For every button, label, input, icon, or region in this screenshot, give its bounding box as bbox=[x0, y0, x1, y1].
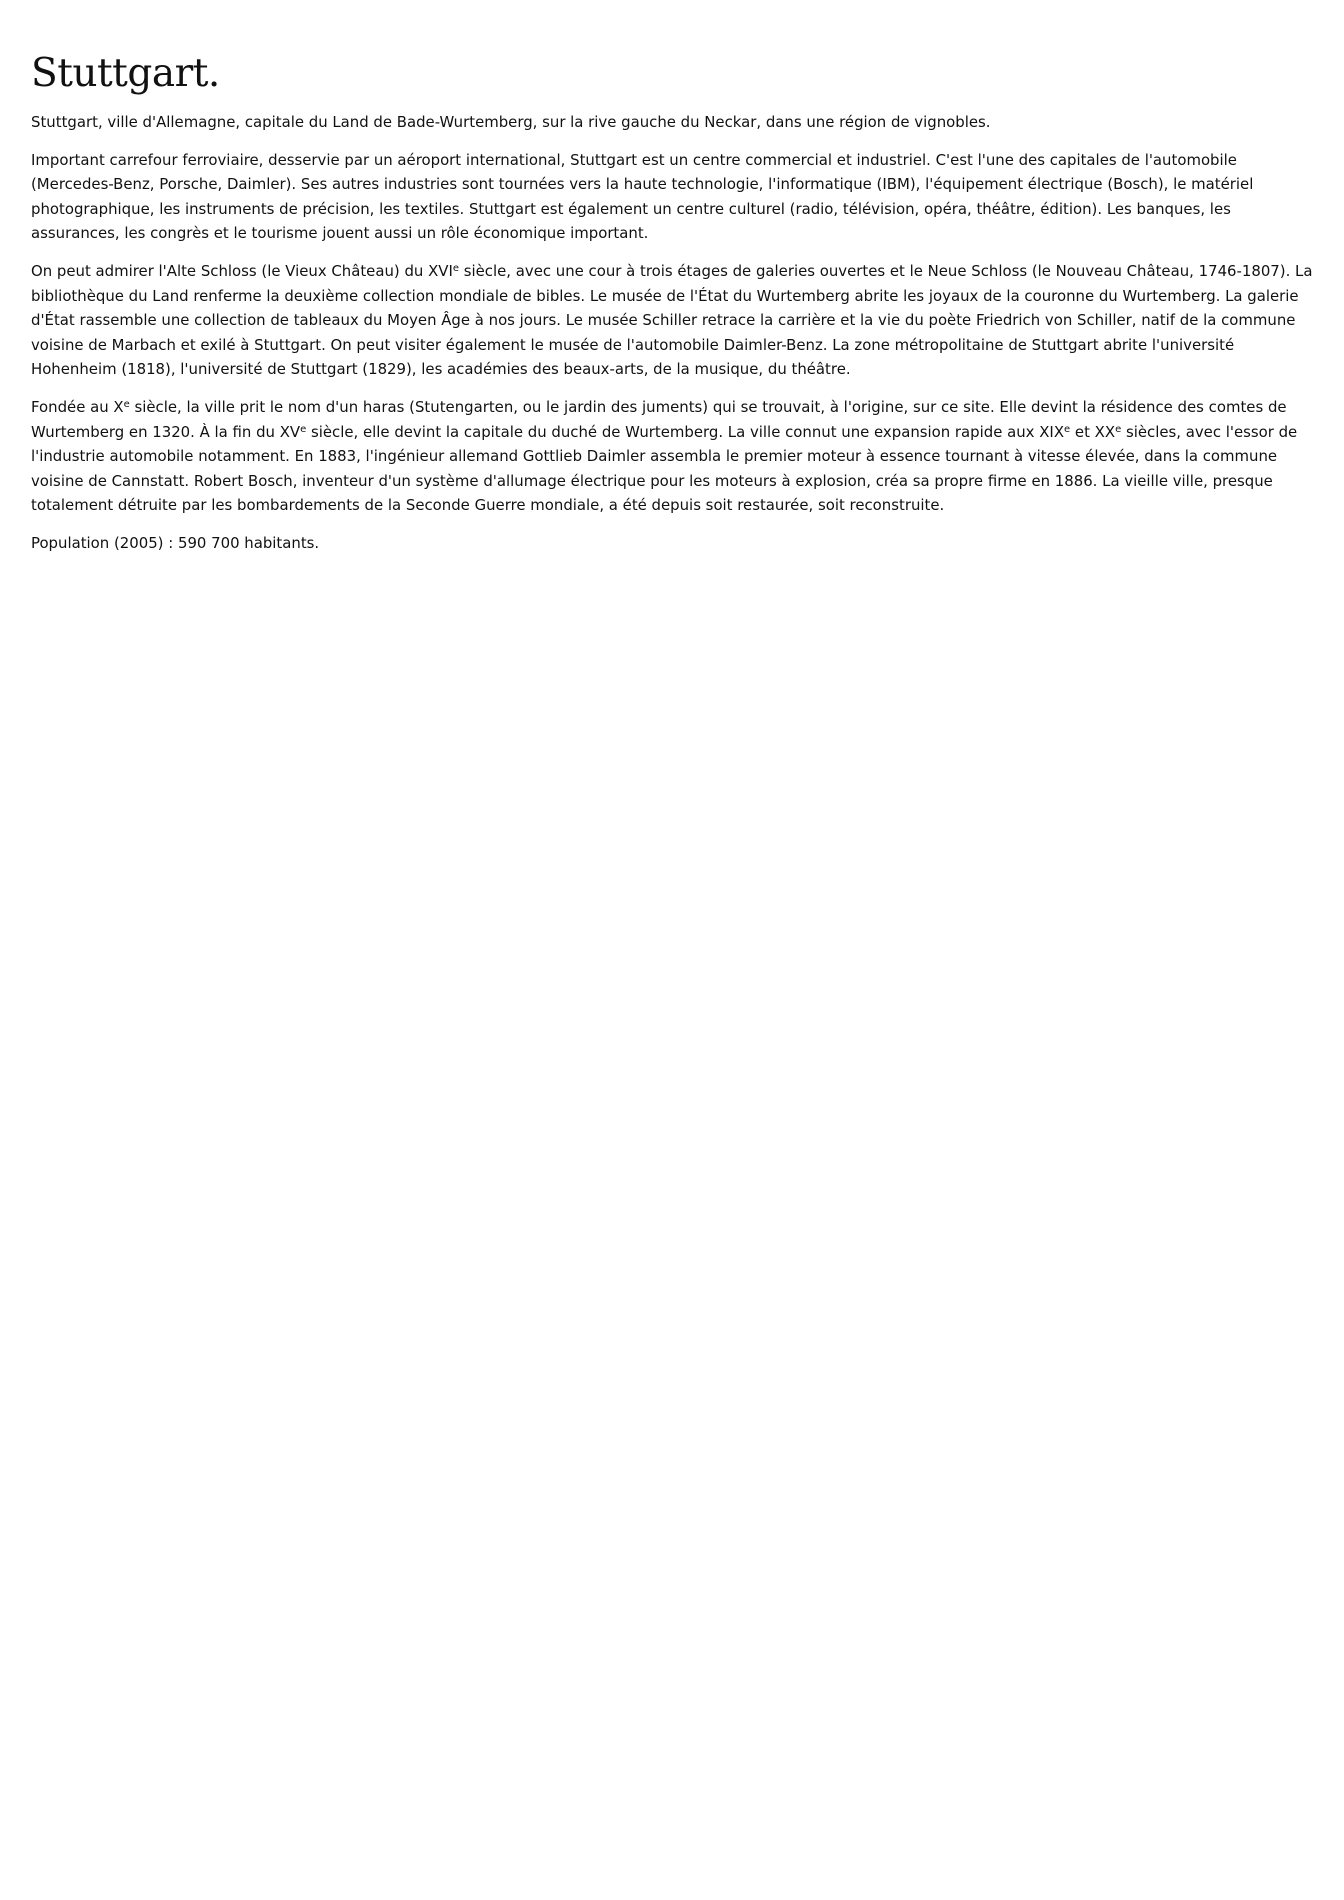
superscript: e bbox=[123, 398, 130, 410]
paragraph-text: Fondée au X bbox=[31, 397, 124, 416]
paragraph-text: siècle, la ville prit le nom d'un haras (Stutengarten, ou le jardin des juments) qui se trouvait, à l'origine, sur ce site. Elle devint la résidence des comtes de Wurtemberg en 1320. À la fin du XV bbox=[31, 397, 1287, 441]
paragraph-text: Population (2005) : 590 700 habitants. bbox=[31, 533, 320, 552]
paragraph-text: Stuttgart, ville d'Allemagne, capitale du Land de Bade-Wurtemberg, sur la rive gauche du Neckar, dans une région de vignobles. bbox=[31, 113, 991, 131]
paragraph-history bbox=[31, 395, 1314, 518]
superscript: e bbox=[1115, 423, 1122, 435]
paragraph-intro bbox=[31, 110, 1314, 135]
paragraph-text: siècles, avec l'essor de l'industrie automobile notamment. En 1883, l'ingénieur allemand Gottlieb Daimler assembla le premier moteur à essence tournant à vitesse élevée, dans la commune voisine de Cannstatt. Robert Bosch, inventeur d'un système d'allumage électrique pour les moteurs à explosion, créa sa propre firme en 1886. La vieille ville, presque totalement détruite par les bombardements de la Seconde Guerre mondiale, a été depuis soit restaurée, soit reconstruite. bbox=[31, 422, 1298, 515]
paragraph-economy bbox=[31, 148, 1314, 246]
superscript: e bbox=[452, 262, 460, 274]
paragraph-text: Important carrefour ferroviaire, desservie par un aéroport international, Stuttgart est un centre commercial et industriel. C'est l'une des capitales de l'automobile (Mercedes-Benz, Porsche, Daimler). Ses autres industries sont tournées vers la haute technologie, l'informatique (IBM), l'équipement électrique (Bosch), le matériel photographique, les instruments de précision, les textiles. Stuttgart est également un centre culturel (radio, télévision, opéra, théâtre, édition). Les banques, les assurances, les congrès et le tourisme jouent aussi un rôle économique important. bbox=[31, 150, 1254, 243]
superscript: e bbox=[300, 423, 307, 435]
paragraph-text: On peut admirer l'Alte Schloss (le Vieux Château) du XVI bbox=[31, 261, 453, 280]
paragraph-text: siècle, avec une cour à trois étages de galeries ouvertes et le Neue Schloss (le Nouveau Château, 1746-1807). La bibliothèque du Land renferme la deuxième collection mondiale de bibles. Le musée de l'État du Wurtemberg abrite les joyaux de la couronne du Wurtemberg. La galerie d'État rassemble une collection de tableaux du Moyen Âge à nos jours. Le musée Schiller retrace la carrière et la vie du poète Friedrich von Schiller, natif de la commune voisine de Marbach et exilé à Stuttgart. On peut visiter également le musée de l'automobile Daimler-Benz. La zone métropolitaine de Stuttgart abrite l'université Hohenheim (1818), l'université de Stuttgart (1829), les académies des beaux-arts, de la musique, du théâtre. bbox=[31, 261, 1313, 379]
page-title: Stuttgart. bbox=[31, 51, 220, 96]
paragraph-population bbox=[31, 531, 1314, 556]
paragraph-text: siècle, elle devint la capitale du duché de Wurtemberg. La ville connut une expansion rapide aux XIX bbox=[306, 422, 1065, 441]
superscript: e bbox=[1064, 423, 1071, 435]
article bbox=[31, 50, 1314, 569]
paragraph-monuments bbox=[31, 259, 1314, 382]
paragraph-text: et XX bbox=[1070, 422, 1116, 441]
